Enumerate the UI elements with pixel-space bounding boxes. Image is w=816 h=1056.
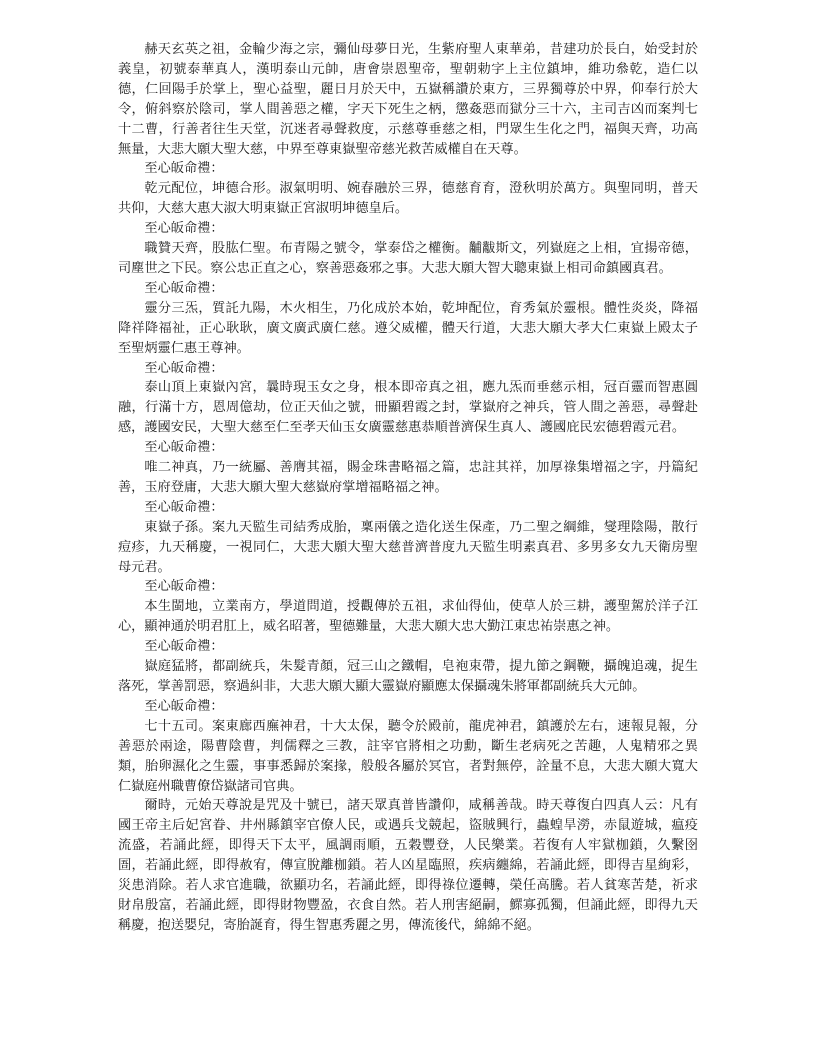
invocation-heading: 至心皈命禮： [144, 161, 224, 177]
paragraph: 嶽庭猛將，都副統兵，朱髮青顏，冠三山之鐵帽，皂袍束帶，提九節之鋼鞭，攝魄追魂，捉生落死，掌善罰惡，察過糾非，大悲大願大顯大靈嶽府顯應太保攝魂朱將軍都副統兵大元帥。 [118, 659, 698, 694]
invocation-heading: 至心皈命禮： [144, 280, 224, 296]
invocation-heading: 至心皈命禮： [144, 440, 224, 456]
invocation-heading: 至心皈命禮： [144, 579, 224, 595]
invocation-heading: 至心皈命禮： [144, 360, 224, 376]
paragraph: 唯二神真，乃一統屬、善膺其福，賜金珠書略福之篇，忠註其祥，加厚祿集增福之字，丹篇紀善，玉府登庸，大悲大願大聖大慈嶽府掌增福略福之神。 [118, 460, 698, 495]
invocation-heading: 至心皈命禮： [144, 698, 224, 714]
paragraph: 泰山頂上東嶽內宮，曩時現玉女之身，根本即帝真之祖，應九炁而垂慈示相，冠百靈而智惠圓融，行滿十方，恩周億劫，位正天仙之號，冊顯碧霞之封，掌嶽府之神兵，管人間之善惡，尋聲赴感，護國安民，大聖大慈至仁至孝天仙玉女廣靈慈惠恭順普濟保生真人、護國庇民宏德碧霞元君。 [118, 380, 698, 436]
paragraph: 靈分三炁，質託九陽，木火相生，乃化成於本始，乾坤配位，育秀氣於靈根。體性炎炎，降福降祥降福祉，正心耿耿，廣文廣武廣仁慈。遵父威權，體天行道，大悲大願大孝大仁東嶽上殿太子至聖炳靈仁惠王尊神。 [118, 300, 698, 356]
paragraph: 爾時，元始天尊說是咒及十號已，諸天眾真普皆讚仰，咸稱善哉。時天尊復白四真人云：凡有國王帝主后妃宮眷、井州縣鎮宰官僚人民，或遇兵戈競起，盜賊興行，蟲蝗旱澇，赤鼠遊城，瘟疫流盛，若誦此經，即得天下太平，風調雨順，五穀豐登，人民樂業。若復有人牢獄枷鎖，久繫囹圄，若誦此經，即得赦宥，傳宣脫離枷鎖。若人凶星臨照，疾病纏綿，若誦此經，即得吉星絢彩，災患消除。若人求官進職，欲顯功名，若誦此經，即得祿位遷轉，榮任高騰。若人貧寒苦楚，祈求財帛殷富，若誦此經，即得財物豐盈，衣食自然。若人刑害絕嗣，鰥寡孤獨，但誦此經，即得九天稱慶，抱送嬰兒，寄胎誕育，得生智惠秀麗之男，傳流後代，綿綿不絕。 [118, 798, 698, 933]
invocation-heading: 至心皈命禮： [144, 221, 224, 237]
paragraph: 乾元配位，坤德合形。淑氣明明、婉春融於三界，德慈育育，澄秋明於萬方。與聖同明，普天共仰，大慈大惠大淑大明東嶽正宮淑明坤德皇后。 [118, 181, 698, 217]
paragraph: 赫天玄英之祖，金輪少海之宗，彌仙母夢日光，生紫府聖人東華弟，昔建功於長白，始受封於義皇，初號泰華真人，漢明泰山元帥，唐會崇恩聖帝，聖朝勅字上主位鎮坤，維功叅乾，造仁以德，仁回陽手於掌上，聖心益聖，麗日月於天中，五嶽稱讚於東方，三界獨尊於中界，仰奉行於大令，俯斜察於陰司，掌人間善惡之權，字天下死生之柄，懲姦惡而獄分三十六，主司吉凶而案判七十二曹，行善者往生天堂，沉迷者尋聲救度，示慈尊垂慈之相，門眾生生化之門，福與天齊，功高無量，大悲大願大聖大慈，中界至尊東嶽聖帝慈光救苦威權自在天尊。 [118, 42, 698, 157]
paragraph: 東嶽子孫。案九天監生司結秀成胎，稟兩儀之造化送生保產，乃二聖之綱維，燮理陰陽，散行痘疹，九天稱慶，一視同仁，大悲大願大聖大慈普濟普度九天監生明素真君、多男多女九天衛房聖母元君。 [118, 519, 698, 575]
invocation-heading: 至心皈命禮： [144, 639, 224, 655]
document-page [118, 40, 698, 936]
paragraph: 本生閩地，立業南方，學道問道，授觀傳於五祖，求仙得仙，使草人於三耕，護聖駕於洋子江心，顯神通於明君肛上，威名昭著，聖德難量，大悲大願大忠大勤江東忠祐崇惠之神。 [118, 599, 698, 635]
paragraph: 職贊天齊，股肱仁聖。布青陽之號令，掌泰岱之權衡。黼黻斯文，列嶽庭之上相，宜揚帝德，司塵世之下民。察公忠正直之心，察善惡姦邪之事。大悲大願大智大聰東嶽上相司命鎮國真君。 [118, 241, 698, 276]
invocation-heading: 至心皈命禮： [144, 499, 224, 515]
paragraph: 七十五司。案東廊西廡神君，十大太保，聽令於殿前，龍虎神君，鎮護於左右，速報見報，分善惡於兩途，陽曹陰曹，判儒釋之三教，註宰官將相之功勳，斷生老病死之苦趣，人鬼精邪之異類，胎卵濕化之生靈，事事悉歸於案掾，般般各屬於冥官，者對無停，詮量不息，大悲大願大寬大仁嶽庭州職曹僚岱嶽諸司官典。 [118, 718, 698, 794]
